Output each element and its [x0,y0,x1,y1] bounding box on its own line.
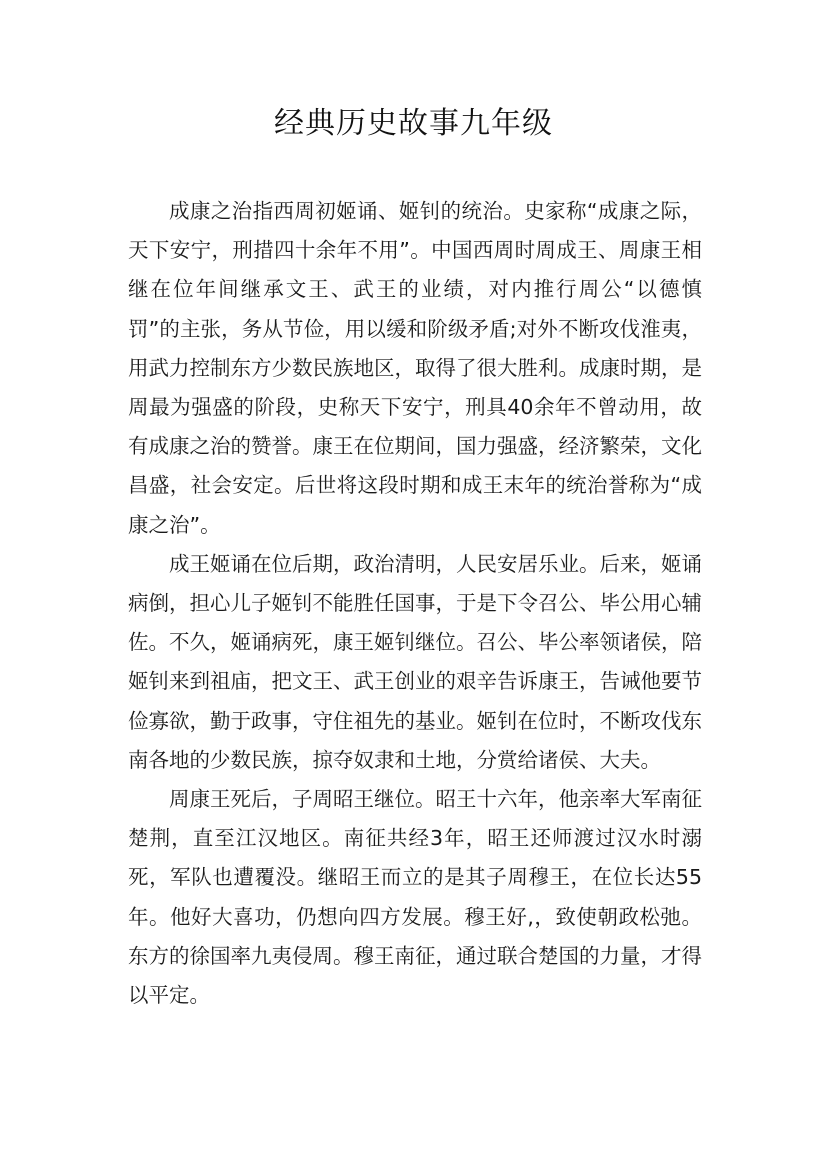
paragraph-2: 成王姬诵在位后期，政治清明，人民安居乐业。后来，姬诵病倒，担心儿子姬钊不能胜任国事，于是下令召公、毕公用心辅佐。不久，姬诵病死，康王姬钊继位。召公、毕公率领诸侯，陪姬钊来到祖庙，把文王、武王创业的艰辛告诉康王，告诫他要节俭寡欲，勤于政事，守住祖先的基业。姬钊在位时，不断攻伐东南各地的少数民族，掠夺奴隶和土地，分赏给诸侯、大夫。 [128,551,702,772]
paragraph-1: 成康之治指西周初姬诵、姬钊的统治。史家称“成康之际，天下安宁，刑措四十余年不用”。中国西周时周成王、周康王相继在位年间继承文王、武王的业绩，对内推行周公“以德慎罚”的主张，务从节俭，用以缓和阶级矛盾;对外不断攻伐淮夷，用武力控制东方少数民族地区，取得了很大胜利。成康时期，是周最为强盛的阶段，史称天下安宁，刑具40余年不曾动用，故有成康之治的赞誉。康王在位期间，国力强盛，经济繁荣，文化昌盛，社会安定。后世将这段时期和成王末年的统治誉称为“成康之治”。 [128,199,702,537]
document-body [128,192,702,1015]
paragraph-3: 周康王死后，子周昭王继位。昭王十六年，他亲率大军南征楚荆，直至江汉地区。南征共经3年，昭王还师渡过汉水时溺死，军队也遭覆没。继昭王而立的是其子周穆王，在位长达55年。他好大喜功，仍想向四方发展。穆王好,，致使朝政松弛。东方的徐国率九夷侵周。穆王南征，通过联合楚国的力量，才得以平定。 [128,787,702,1008]
document-title: 经典历史故事九年级 [274,106,553,141]
